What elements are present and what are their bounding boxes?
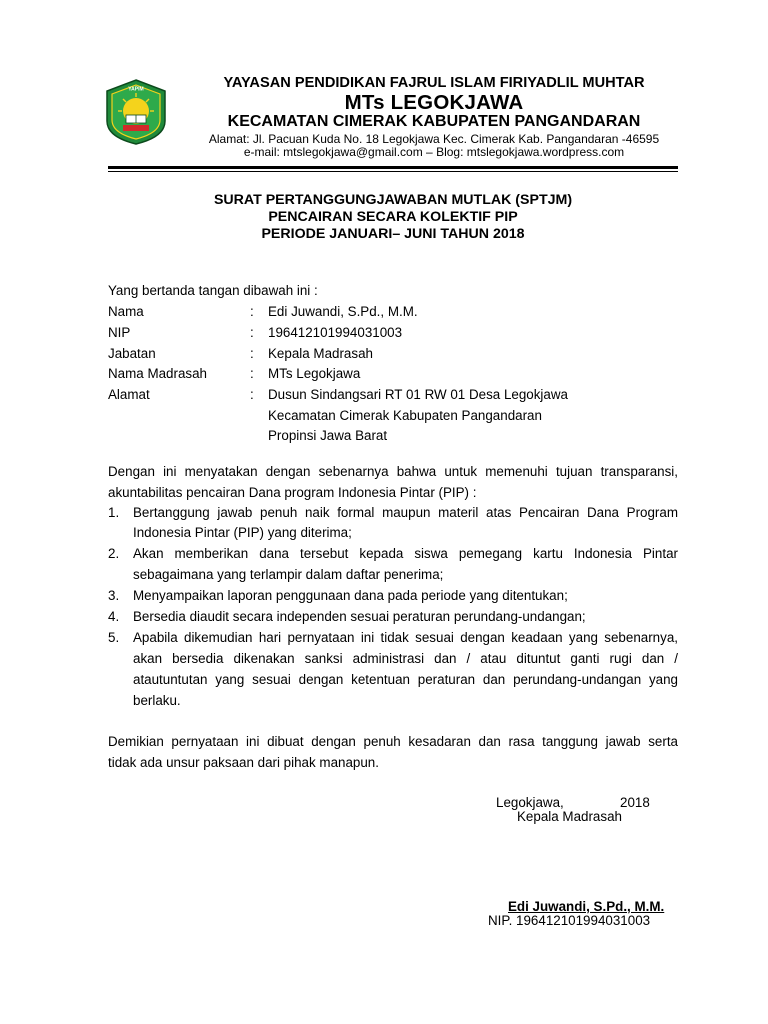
intro-text: Yang bertanda tangan dibawah ini : [108, 283, 318, 298]
field-colon: : [250, 387, 254, 402]
signatory-name: Edi Juwandi, S.Pd., M.M. [508, 899, 665, 914]
list-item-text: Indonesia Pintar (PIP) yang diterima; [133, 525, 352, 540]
list-item-text: atautuntutan yang sesuai dengan ketentuan peraturan dan perundang-undangan yang [133, 672, 678, 687]
list-item-number: 5. [108, 630, 120, 645]
school-logo [103, 79, 169, 145]
document-title: SURAT PERTANGGUNGJAWABAN MUTLAK (SPTJM) [213, 192, 573, 208]
field-value-alamat: Dusun Sindangsari RT 01 RW 01 Desa Legokjawa [268, 387, 568, 402]
field-label-alamat: Alamat [108, 387, 150, 402]
statement-line: akuntabilitas pencairan Dana program Indonesia Pintar (PIP) : [108, 485, 477, 500]
logo-text: YAPIM [128, 86, 144, 93]
letterhead-rule-thick [108, 166, 678, 169]
closing-line: Demikian pernyataan ini dibuat dengan penuh kesadaran dan rasa tanggung jawab serta [108, 734, 678, 749]
field-label-madrasah: Nama Madrasah [108, 366, 207, 381]
closing-line: tidak ada unsur paksaan dari pihak manapun. [108, 755, 379, 770]
document-subtitle: PENCAIRAN SECARA KOLEKTIF PIP [268, 209, 518, 225]
list-item-text: sebagaimana yang terlampir dalam daftar penerima; [133, 567, 444, 582]
field-value-nip: 196412101994031003 [268, 325, 403, 340]
foundation-name: YAYASAN PENDIDIKAN FAJRUL ISLAM FIRIYADLIL MUHTAR [223, 75, 645, 91]
field-label-nip: NIP [108, 325, 131, 340]
list-item-text: berlaku. [133, 693, 181, 708]
list-item-number: 4. [108, 609, 120, 624]
field-label-jabatan: Jabatan [108, 346, 156, 361]
list-item-text: Akan memberikan dana tersebut kepada siswa pemegang kartu Indonesia Pintar [133, 546, 678, 561]
school-address: Alamat: Jl. Pacuan Kuda No. 18 Legokjawa Kec. Cimerak Kab. Pangandaran -46595 [208, 132, 660, 146]
field-value-jabatan: Kepala Madrasah [268, 346, 373, 361]
field-value-madrasah: MTs Legokjawa [268, 366, 361, 381]
signature-year: 2018 [620, 795, 650, 810]
list-item-number: 2. [108, 546, 120, 561]
field-colon: : [250, 325, 254, 340]
field-value-nama: Edi Juwandi, S.Pd., M.M. [268, 304, 418, 319]
list-item-text: akan bersedia dikenakan sanksi administrasi dan / atau dituntut ganti rugi dan / [133, 651, 678, 666]
signature-role: Kepala Madrasah [517, 809, 622, 824]
signatory-nip: NIP. 196412101994031003 [488, 913, 651, 928]
field-colon: : [250, 346, 254, 361]
school-contact: e-mail: mtslegokjawa@gmail.com – Blog: mtslegokjawa.wordpress.com [243, 145, 625, 159]
list-item-text: Apabila dikemudian hari pernyataan ini tidak sesuai dengan keadaan yang sebenarnya, [133, 630, 678, 645]
field-label-nama: Nama [108, 304, 144, 319]
field-value-alamat-line2: Kecamatan Cimerak Kabupaten Pangandaran [268, 408, 542, 423]
district-name: KECAMATAN CIMERAK KABUPATEN PANGANDARAN [227, 113, 641, 130]
field-value-alamat-line3: Propinsi Jawa Barat [268, 428, 388, 443]
school-name: MTs LEGOKJAWA [344, 91, 524, 114]
letterhead-rule-thin [108, 171, 678, 172]
list-item-text: Bertanggung jawab penuh naik formal maupun materil atas Pencairan Dana Program [133, 505, 678, 520]
list-item-number: 3. [108, 588, 120, 603]
field-colon: : [250, 304, 254, 319]
field-colon: : [250, 366, 254, 381]
list-item-number: 1. [108, 505, 120, 520]
signature-place: Legokjawa, [496, 795, 564, 810]
document-period: PERIODE JANUARI– JUNI TAHUN 2018 [261, 226, 525, 242]
statement-line: Dengan ini menyatakan dengan sebenarnya bahwa untuk memenuhi tujuan transparansi, [108, 464, 678, 479]
list-item-text: Bersedia diaudit secara independen sesuai peraturan perundang-undangan; [133, 609, 586, 624]
list-item-text: Menyampaikan laporan penggunaan dana pada periode yang ditentukan; [133, 588, 568, 603]
